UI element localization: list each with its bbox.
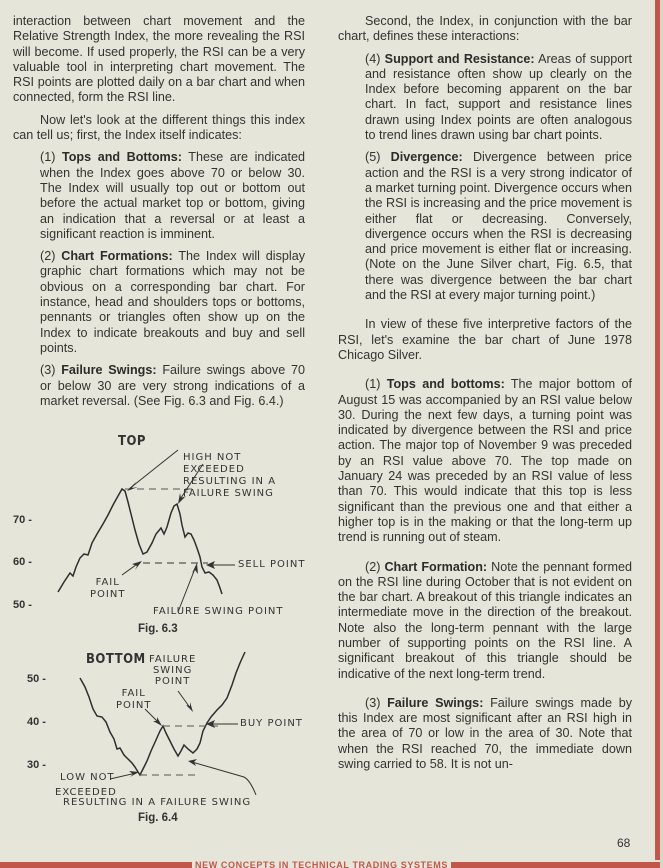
arrowhead-icon — [132, 561, 142, 570]
label-resulting-failure-swing: RESULTING IN A FAILURE SWING — [63, 797, 252, 808]
left-column — [13, 14, 305, 416]
item-text: The Index will display graphic chart formations which may not be obvious on a corresponding bar chart. For instance, head and shoulders tops or bottoms, pennants or triangles often show up on the Index to indicate breakouts and buy and sell points. — [40, 249, 305, 355]
paragraph-intro: interaction between chart movement and the Relative Strength Index, the more revealing the RSI will become. If used properly, the RSI can be a very valuable tool in interpreting chart movement. The RSI points are plotted daily on a bar chart and when connected, form the RSI line. — [13, 14, 305, 105]
figure-title: TOP — [118, 434, 146, 449]
paragraph-in-view: In view of these five interpretive factors of the RSI, let's examine the bar chart of June 1978 Chicago Silver. — [338, 317, 632, 362]
section-failure-swings — [338, 696, 632, 772]
section-text: The major bottom of August 15 was accompanied by an RSI value below 30. During the next few days, a turning point was indicated by divergence between the RSI and price action. The major top of November 9 was preceded by an RSI value above 70. The top made on January 24 was preceded by an RSI value of less than 70. This would indicate that this top is less significant than the previous one and that either a higher top is in the making or that the long-term up trend is running out of steam. — [338, 377, 632, 545]
section-number: (1) — [365, 377, 381, 392]
y-tick-40: 40 - — [27, 716, 46, 728]
item-number: (2) — [40, 249, 56, 264]
figure-caption: Fig. 6.3 — [138, 623, 178, 635]
label-low-not-exceeded: LOW NOT EXCEEDED — [55, 772, 117, 798]
section-number: (2) — [365, 559, 381, 574]
label-buy-point: BUY POINT — [240, 718, 303, 729]
label-failure-swing-point: FAILURE SWING POINT — [153, 606, 284, 617]
page-number: 68 — [617, 836, 631, 850]
arrow-high — [129, 450, 178, 489]
label-fail-point: FAIL POINT — [116, 688, 152, 711]
item-number: (5) — [365, 150, 381, 165]
section-title: Chart Formation: — [384, 559, 488, 574]
item-title: Chart Formations: — [61, 249, 173, 264]
item-number: (4) — [365, 51, 381, 66]
paragraph-second: Second, the Index, in conjunction with the bar chart, defines these interactions: — [338, 14, 632, 44]
arrowhead-icon — [192, 563, 198, 574]
figure-6-4-bottom-failure-swing — [0, 645, 330, 830]
figure-caption: Fig. 6.4 — [138, 812, 178, 824]
running-footer-title: NEW CONCEPTS IN TECHNICAL TRADING SYSTEMS — [192, 860, 451, 868]
section-text: Failure swings made by this Index are most significant after an RSI high in the area of 70 or low in the area of 30. Note that when the RSI reached 70, the immediate down swing carried to 58. It is not un- — [338, 695, 632, 772]
item-text: Areas of support and resistance often show up clearly on the Index before becoming apparent on the bar chart. In fact, support and resistance lines drawn using Index points are often analogous to trend lines drawn using bar chart points. — [365, 51, 632, 143]
section-title: Tops and bottoms: — [386, 377, 505, 392]
item-text: Divergence between price action and the RSI is a very strong indicator of a market turning point. Divergence occurs when the RSI is increasing and the price movement is either flat or decreasing. Conversely, divergence occurs when the RSI is decreasing and price movement is either flat or increasing. (Note on the June Silver chart, Fig. 6.5, that there was divergence between the bar chart and the RSI at every major turning point.) — [365, 150, 632, 303]
item-title: Failure Swings: — [61, 363, 157, 378]
section-number: (3) — [365, 695, 381, 710]
section-tops-bottoms — [338, 377, 632, 545]
item-number: (1) — [40, 150, 56, 165]
label-sell-point: SELL POINT — [238, 559, 306, 570]
item-title: Tops and Bottoms: — [61, 150, 182, 165]
list-item-support-resistance — [365, 52, 632, 144]
label-fail-point: FAIL POINT — [90, 577, 126, 600]
y-tick-60: 60 - — [13, 556, 32, 568]
section-title: Failure Swings: — [387, 695, 484, 710]
item-title: Support and Resistance: — [384, 51, 535, 66]
section-text: Note the pennant formed on the RSI line during October that is not evident on the bar chart. A breakout of this triangle indicates an intermediate move in the direction of the breakout. Note also the long-term pennant with the large number of supporting points on the RSI line. A significant breakout of this triangle should be indicative of the next long-term trend. — [338, 559, 633, 681]
paragraph-index-indicates: Now let's look at the different things this index can tell us; first, the Index itself indicates: — [13, 112, 305, 143]
label-high-not-exceeded: HIGH NOT EXCEEDED RESULTING IN A FAILURE SWING — [183, 452, 277, 499]
arrowhead-icon — [188, 759, 197, 766]
figure-title: BOTTOM — [86, 652, 146, 667]
section-chart-formation — [338, 560, 632, 682]
item-text: These are indicated when the Index goes above 70 or below 30. The Index will usually top out or bottom out before the actual market top or bottom, giving an indication that a reversal or at least a significant reaction is imminent. — [40, 150, 306, 241]
right-column — [338, 14, 632, 779]
figure-6-3-top-failure-swing — [0, 430, 330, 640]
arrow-resulting — [192, 762, 256, 795]
y-tick-50: 50 - — [13, 599, 32, 611]
list-item-chart-formations — [40, 249, 305, 356]
item-number: (3) — [40, 363, 56, 378]
y-tick-50: 50 - — [27, 673, 46, 685]
y-tick-70: 70 - — [13, 514, 32, 526]
y-tick-30: 30 - — [27, 759, 46, 771]
list-item-tops-bottoms — [40, 150, 305, 242]
label-failure-swing-point: FAILURE SWING POINT — [149, 654, 197, 687]
item-text: Failure swings above 70 or below 30 are very strong indications of a market reversal. (See Fig. 6.3 and Fig. 6.4.) — [40, 363, 306, 408]
rsi-line — [58, 489, 222, 594]
list-item-divergence — [365, 150, 632, 303]
item-title: Divergence: — [390, 150, 463, 165]
list-item-failure-swings — [40, 363, 305, 409]
